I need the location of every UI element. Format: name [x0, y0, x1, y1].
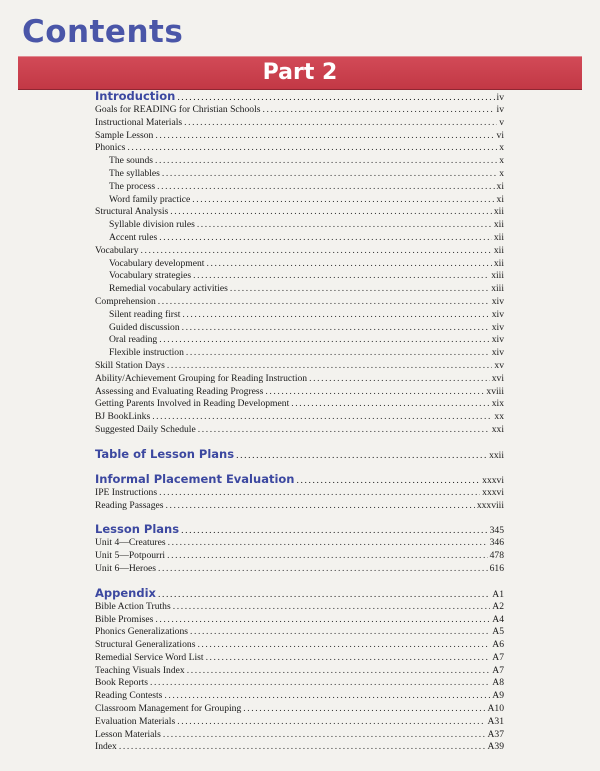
toc-entry-label: Suggested Daily Schedule: [95, 423, 196, 435]
toc-page-number: xiv: [491, 347, 504, 359]
toc-page-number: vi: [496, 129, 504, 141]
toc-page-number: xv: [494, 359, 504, 371]
toc-entry-label: The sounds: [109, 155, 153, 167]
toc-entry-label: Structural Analysis: [95, 206, 169, 218]
toc-page-number: A7: [492, 664, 504, 676]
toc-page-number: xiv: [491, 321, 504, 333]
dot-leader: [152, 411, 492, 424]
toc-page-number: iv: [496, 92, 504, 103]
toc-page-number: xix: [491, 398, 504, 410]
toc-page-number: x: [499, 155, 504, 167]
toc-entry-label: Silent reading first: [109, 308, 181, 320]
toc-entry-label: The process: [109, 180, 156, 192]
dot-leader: [155, 614, 490, 627]
toc-entry: [95, 258, 504, 271]
dot-leader: [190, 626, 490, 639]
table-of-contents: [95, 88, 504, 754]
toc-entry-label: Table of Lesson Plans: [95, 446, 235, 461]
toc-entry-label: Unit 4—Creatures: [95, 537, 166, 549]
toc-entry: [95, 741, 504, 754]
toc-page-number: xx: [494, 411, 504, 423]
dot-leader: [127, 142, 497, 155]
toc-page-number: xii: [493, 219, 504, 231]
toc-entry-label: Teaching Visuals Index: [95, 664, 185, 676]
dot-leader: [265, 386, 484, 399]
toc-page-number: xvi: [491, 372, 504, 384]
toc-page-number: xiv: [491, 295, 504, 307]
toc-entry-label: Phonics Generalizations: [95, 626, 188, 638]
toc-entry: [95, 283, 504, 296]
toc-entry: [95, 309, 504, 322]
toc-entry-label: Goals for READING for Christian Schools: [95, 104, 261, 115]
part-banner-label: Part 2: [262, 60, 338, 85]
toc-page-number: xiii: [491, 283, 504, 295]
toc-page-number: A2: [492, 600, 504, 612]
toc-entry: [95, 322, 504, 335]
toc-section-heading: [95, 471, 504, 487]
toc-entry: [95, 194, 504, 207]
toc-entry: [95, 142, 504, 155]
toc-entry: [95, 626, 504, 639]
toc-page-number: xxii: [489, 449, 504, 461]
toc-entry: [95, 639, 504, 652]
toc-entry: [95, 168, 504, 181]
toc-page-number: 616: [489, 562, 504, 574]
toc-page-number: xi: [496, 193, 504, 205]
dot-leader: [119, 741, 486, 754]
dot-leader: [157, 181, 494, 194]
toc-page-number: xxxviii: [476, 499, 504, 511]
dot-leader: [167, 550, 488, 563]
toc-entry-label: Lesson Plans: [95, 522, 180, 537]
toc-entry: [95, 130, 504, 143]
dot-leader: [236, 448, 487, 464]
toc-page-number: xi: [496, 180, 504, 192]
section-gap: [95, 437, 504, 446]
toc-page-number: A10: [487, 703, 504, 715]
toc-entry-label: Accent rules: [109, 231, 158, 243]
toc-page-number: x: [499, 142, 504, 154]
dot-leader: [162, 168, 497, 181]
toc-page-number: xiii: [491, 270, 504, 282]
dot-leader: [197, 639, 490, 652]
toc-entry-label: Informal Placement Evaluation: [95, 471, 295, 486]
toc-entry-label: Comprehension: [95, 295, 156, 307]
toc-entry-label: Classroom Management for Grouping: [95, 703, 242, 715]
dot-leader: [173, 601, 491, 614]
toc-entry-label: Guided discussion: [109, 321, 180, 333]
toc-entry-label: BJ BookLinks: [95, 411, 151, 423]
toc-page-number: xiv: [491, 334, 504, 346]
toc-entry-label: Index: [95, 741, 117, 753]
dot-leader: [197, 219, 492, 232]
toc-entry-label: Sample Lesson: [95, 129, 154, 141]
toc-entry-label: The syllables: [109, 167, 160, 179]
toc-page-number: iv: [496, 104, 504, 115]
toc-page-number: 346: [489, 537, 504, 549]
toc-page-number: xii: [493, 257, 504, 269]
toc-page-number: v: [499, 116, 504, 128]
toc-page-number: A7: [492, 651, 504, 663]
dot-leader: [177, 716, 485, 729]
toc-entry-label: Lesson Materials: [95, 728, 161, 740]
dot-leader: [164, 690, 490, 703]
toc-entry-label: Structural Generalizations: [95, 639, 196, 651]
toc-entry-label: Oral reading: [109, 334, 158, 346]
toc-page-number: x: [499, 167, 504, 179]
toc-entry: [95, 386, 504, 399]
toc-entry-label: Vocabulary: [95, 244, 139, 256]
toc-entry: [95, 716, 504, 729]
dot-leader: [141, 245, 492, 258]
toc-entry: [95, 155, 504, 168]
toc-entry-label: Syllable division rules: [109, 219, 195, 231]
toc-entry: [95, 181, 504, 194]
toc-entry: [95, 703, 504, 716]
dot-leader: [262, 104, 494, 117]
dot-leader: [163, 729, 486, 742]
toc-entry-label: Phonics: [95, 142, 126, 154]
dot-leader: [291, 398, 490, 411]
toc-entry: [95, 690, 504, 703]
toc-page-number: xxxvi: [482, 474, 504, 486]
toc-entry: [95, 652, 504, 665]
toc-entry: [95, 373, 504, 386]
toc-entry: [95, 360, 504, 373]
toc-entry: [95, 245, 504, 258]
toc-section-heading: [95, 521, 504, 537]
toc-entry: [95, 729, 504, 742]
toc-page-number: xii: [493, 206, 504, 218]
section-gap: [95, 512, 504, 521]
toc-entry: [95, 550, 504, 563]
dot-leader: [167, 360, 493, 373]
toc-entry-label: Skill Station Days: [95, 359, 165, 371]
toc-entry-label: Book Reports: [95, 677, 149, 689]
toc-entry: [95, 347, 504, 360]
toc-entry-label: Unit 5—Potpourri: [95, 550, 166, 562]
toc-page-number: xii: [493, 231, 504, 243]
toc-entry-label: Assessing and Evaluating Reading Progress: [95, 385, 264, 397]
toc-entry: [95, 614, 504, 627]
toc-section-heading: [95, 446, 504, 462]
section-gap: [95, 576, 504, 585]
dot-leader: [309, 373, 490, 386]
toc-entry-label: IPE Instructions: [95, 486, 158, 498]
dot-leader: [187, 665, 491, 678]
toc-entry: [95, 117, 504, 130]
toc-entry-label: Reading Passages: [95, 499, 164, 511]
toc-page-number: 478: [489, 550, 504, 562]
toc-entry-label: Word family practice: [109, 193, 191, 205]
dot-leader: [155, 155, 497, 168]
toc-entry-label: Bible Action Truths: [95, 600, 171, 612]
toc-entry: [95, 411, 504, 424]
toc-section-heading: [95, 585, 504, 601]
toc-entry-label: Flexible instruction: [109, 347, 184, 359]
toc-entry: [95, 487, 504, 500]
page-title: Contents: [22, 14, 184, 50]
toc-page-number: xii: [493, 244, 504, 256]
dot-leader: [184, 117, 497, 130]
dot-leader: [193, 270, 489, 283]
toc-page-number: xxi: [491, 423, 504, 435]
dot-leader: [159, 334, 490, 347]
toc-entry: [95, 104, 504, 117]
toc-entry-label: Unit 6—Heroes: [95, 562, 157, 574]
toc-entry-label: Ability/Achievement Grouping for Reading Instruction: [95, 372, 308, 384]
toc-entry: [95, 219, 504, 232]
toc-entry-label: Appendix: [95, 585, 156, 600]
toc-page-number: 345: [489, 525, 504, 537]
dot-leader: [165, 500, 474, 513]
toc-entry: [95, 424, 504, 437]
toc-entry-label: Bible Promises: [95, 613, 154, 625]
toc-entry-label: Vocabulary strategies: [109, 270, 192, 282]
toc-entry-label: Introduction: [95, 89, 176, 103]
dot-leader: [186, 347, 490, 360]
dot-leader: [206, 258, 491, 271]
dot-leader: [192, 194, 494, 207]
toc-entry-label: Vocabulary development: [109, 257, 205, 269]
toc-page-number: A5: [492, 626, 504, 638]
toc-entry-label: Instructional Materials: [95, 116, 183, 128]
toc-page-number: A4: [492, 613, 504, 625]
toc-entry-label: Evaluation Materials: [95, 715, 176, 727]
toc-entry-label: Reading Contests: [95, 690, 163, 702]
toc-entry: [95, 665, 504, 678]
toc-entry: [95, 677, 504, 690]
dot-leader: [230, 283, 489, 296]
toc-page-number: xiv: [491, 308, 504, 320]
toc-page-number: A6: [492, 639, 504, 651]
part-banner: [18, 56, 582, 90]
dot-leader: [159, 232, 492, 245]
dot-leader: [206, 652, 491, 665]
toc-page-number: A1: [492, 588, 504, 600]
toc-section-heading: [95, 88, 504, 104]
dot-leader: [198, 424, 490, 437]
dot-leader: [158, 296, 490, 309]
toc-page-number: A39: [487, 741, 504, 753]
toc-entry-label: Remedial Service Word List: [95, 651, 204, 663]
toc-entry: [95, 537, 504, 550]
toc-entry-label: Getting Parents Involved in Reading Development: [95, 398, 290, 410]
toc-page-number: A8: [492, 677, 504, 689]
toc-page-number: xxxvi: [482, 486, 504, 498]
toc-page-number: xviii: [486, 385, 504, 397]
dot-leader: [182, 309, 489, 322]
toc-page-number: A9: [492, 690, 504, 702]
toc-page-number: A31: [487, 715, 504, 727]
toc-entry: [95, 232, 504, 245]
toc-entry: [95, 334, 504, 347]
dot-leader: [150, 677, 490, 690]
toc-entry: [95, 601, 504, 614]
dot-leader: [168, 537, 488, 550]
dot-leader: [243, 703, 485, 716]
toc-entry: [95, 563, 504, 576]
toc-entry: [95, 398, 504, 411]
toc-entry: [95, 500, 504, 513]
dot-leader: [170, 206, 492, 219]
dot-leader: [155, 130, 494, 143]
dot-leader: [159, 487, 480, 500]
toc-page-number: A37: [487, 728, 504, 740]
toc-entry-label: Remedial vocabulary activities: [109, 283, 228, 295]
toc-entry: [95, 206, 504, 219]
dot-leader: [158, 563, 488, 576]
toc-entry: [95, 296, 504, 309]
dot-leader: [182, 322, 490, 335]
toc-entry: [95, 270, 504, 283]
